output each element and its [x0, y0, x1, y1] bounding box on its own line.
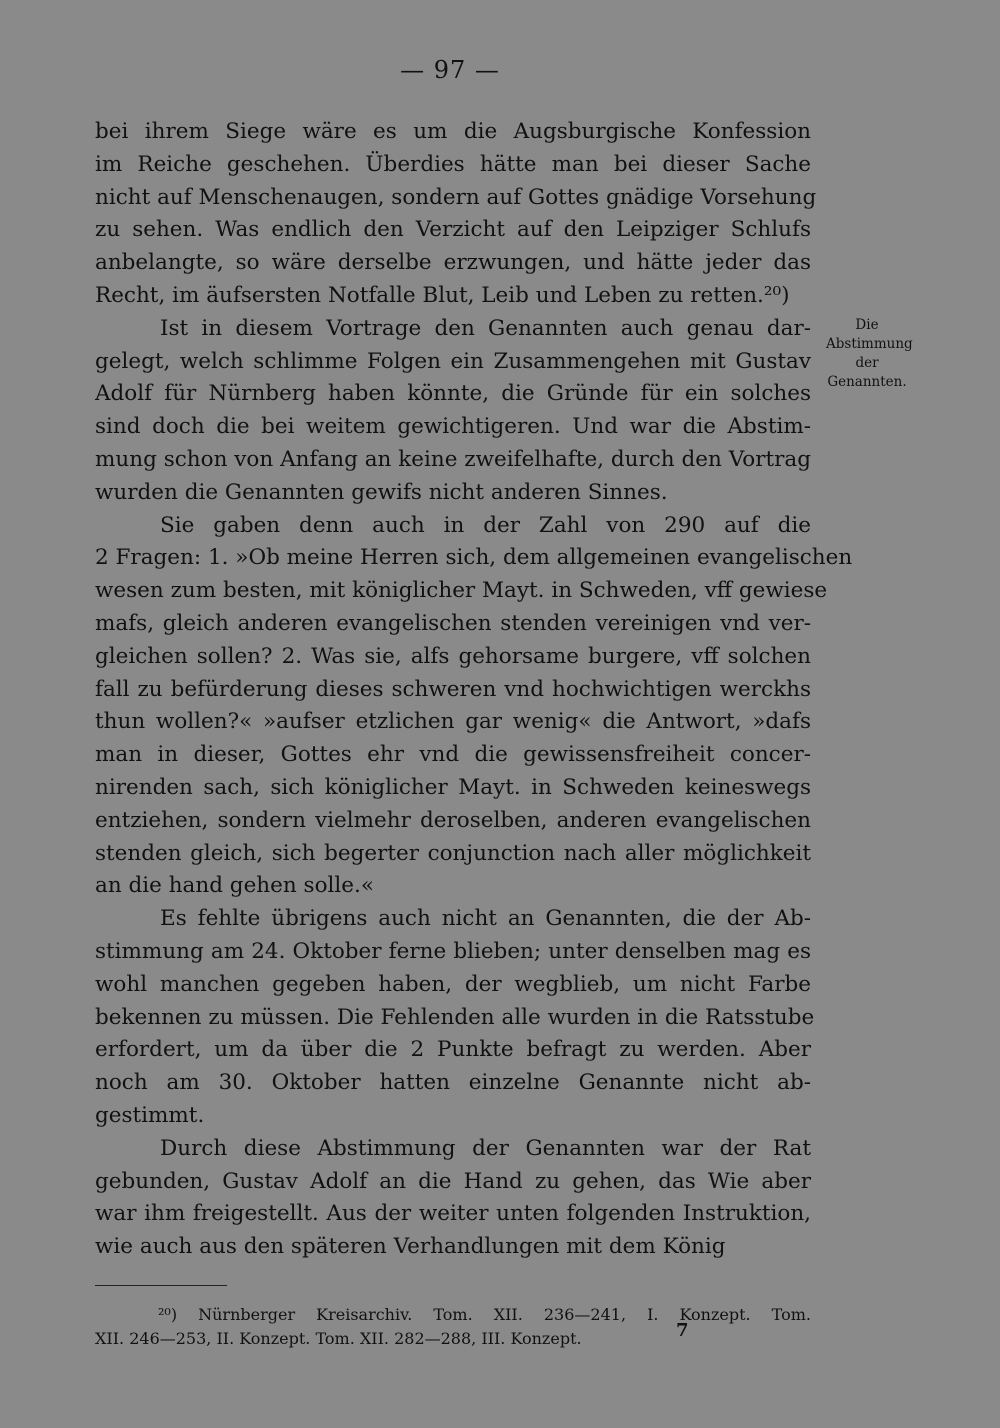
text-line: gleichen sollen? 2. Was sie, alfs gehorsame burgere, vff solchen: [95, 643, 811, 669]
text-line: wie auch aus den späteren Verhandlungen mit dem König: [95, 1234, 726, 1260]
text-line: stimmung am 24. Oktober ferne blieben; unter denselben mag es: [95, 938, 811, 964]
text-line: Adolf für Nürnberg haben könnte, die Gründe für ein solches: [95, 381, 811, 407]
text-line: wohl manchen gegeben haben, der wegblieb, um nicht Farbe: [95, 971, 811, 997]
text-line: zu sehen. Was endlich den Verzicht auf den Leipziger Schlufs: [95, 217, 811, 243]
text-line: sind doch die bei weitem gewichtigeren. Und war die Abstim-: [95, 414, 811, 440]
text-line: stenden gleich, sich begerter conjunction nach aller möglichkeit: [95, 840, 811, 866]
text-line: Durch diese Abstimmung der Genannten war der Rat: [160, 1135, 811, 1161]
text-line: gebunden, Gustav Adolf an die Hand zu gehen, das Wie aber: [95, 1168, 811, 1194]
text-line: war ihm freigestellt. Aus der weiter unten folgenden Instruktion,: [95, 1201, 811, 1227]
text-line: Sie gaben denn auch in der Zahl von 290 auf die: [160, 512, 811, 538]
text-line: bekennen zu müssen. Die Fehlenden alle wurden in die Ratsstube: [95, 1004, 815, 1030]
text-line: gestimmt.: [95, 1102, 205, 1128]
text-line: Es fehlte übrigens auch nicht an Genannten, die der Ab-: [160, 906, 811, 932]
marginal-note-line: Abstimmung: [826, 336, 913, 352]
text-line: anbelangte, so wäre derselbe erzwungen, und hätte jeder das: [95, 250, 811, 276]
text-line: mung schon von Anfang an keine zweifelhafte, durch den Vortrag: [95, 446, 811, 472]
footnote-line: XII. 246—253, II. Konzept. Tom. XII. 282—288, III. Konzept.: [95, 1329, 582, 1348]
text-line: Recht, im äufsersten Notfalle Blut, Leib und Leben zu retten.²⁰): [95, 282, 790, 308]
page-number: — 97 —: [400, 56, 500, 84]
marginal-note: [826, 316, 913, 392]
text-line: bei ihrem Siege wäre es um die Augsburgische Konfession: [95, 119, 811, 144]
text-line: entziehen, sondern vielmehr deroselben, anderen evangelischen: [95, 807, 811, 833]
text-line: im Reiche geschehen. Überdies hätte man bei dieser Sache: [95, 151, 811, 177]
paragraph: [95, 313, 811, 510]
paragraph: [95, 903, 815, 1133]
text-line: mafs, gleich anderen evangelischen stenden vereinigen vnd ver-: [95, 610, 811, 636]
marginal-note-line: der: [855, 355, 879, 371]
text-line: nirenden sach, sich königlicher Mayt. in Schweden keineswegs: [95, 774, 811, 800]
footnote-line: ²⁰) Nürnberger Kreisarchiv. Tom. XII. 236—241, I. Konzept. Tom.: [158, 1305, 811, 1324]
text-line: noch am 30. Oktober hatten einzelne Genannte nicht ab-: [95, 1070, 811, 1096]
text-line: an die hand gehen solle.«: [95, 873, 374, 899]
signature-mark: 7: [676, 1320, 689, 1341]
footnote-divider: [95, 1285, 227, 1286]
text-line: fall zu befürderung dieses schweren vnd hochwichtigen werckhs: [95, 676, 811, 702]
body-text: [95, 116, 853, 1264]
text-line: wurden die Genannten gewifs nicht anderen Sinnes.: [95, 479, 668, 505]
paragraph: [95, 1133, 811, 1264]
paragraph: [95, 116, 817, 313]
text-line: gelegt, welch schlimme Folgen ein Zusammengehen mit Gustav: [95, 348, 811, 374]
footnotes: [95, 1303, 811, 1351]
text-line: nicht auf Menschenaugen, sondern auf Gottes gnädige Vorsehung: [95, 184, 817, 210]
text-line: erfordert, um da über die 2 Punkte befragt zu werden. Aber: [95, 1037, 811, 1063]
text-line: Ist in diesem Vortrage den Genannten auch genau dar-: [160, 315, 811, 341]
marginal-note-line: Die: [855, 317, 879, 333]
marginal-note-line: Genannten.: [827, 374, 907, 390]
text-line: man in dieser, Gottes ehr vnd die gewissensfreiheit concer-: [95, 742, 811, 768]
text-line: wesen zum besten, mit königlicher Mayt. in Schweden, vff gewiese: [95, 578, 828, 604]
paragraph: [95, 510, 853, 904]
text-line: thun wollen?« »aufser etzlichen gar wenig« die Antwort, »dafs: [95, 709, 811, 735]
text-line: 2 Fragen: 1. »Ob meine Herren sich, dem allgemeinen evangelischen: [95, 545, 853, 571]
